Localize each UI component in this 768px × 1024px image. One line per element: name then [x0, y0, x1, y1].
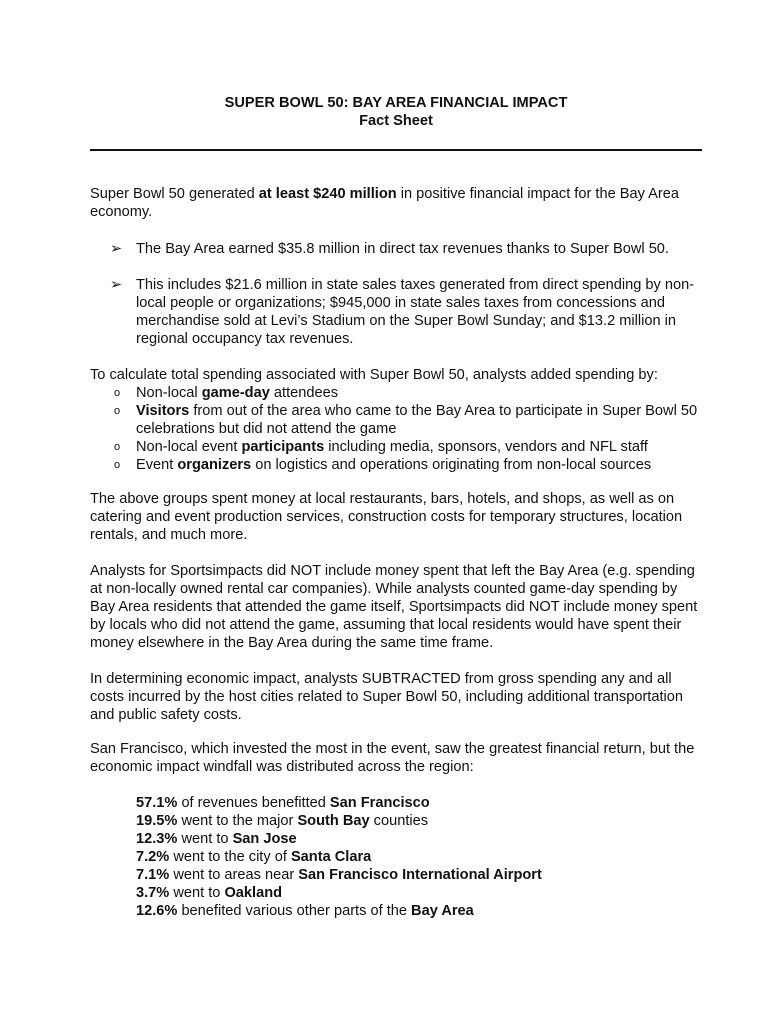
bullet-text: Event — [136, 457, 178, 473]
intro-paragraph — [90, 185, 702, 221]
stat-text: of revenues benefitted — [177, 795, 330, 811]
list-item — [136, 884, 696, 902]
circle-bullet-icon: o — [114, 459, 121, 471]
stat-text-end: counties — [369, 813, 429, 829]
bullet-text-end: on logistics and operations originating from non-local sources — [251, 457, 652, 473]
list-item — [136, 830, 696, 848]
list-item — [136, 812, 696, 830]
stat-place: San Francisco International Airport — [298, 867, 542, 883]
intro-bold: at least $240 million — [258, 186, 397, 202]
list-item — [136, 848, 696, 866]
bullet-bold: Visitors — [136, 403, 190, 419]
stat-place: San Francisco — [329, 795, 430, 811]
list-item — [90, 402, 702, 438]
bullet-bold: game-day — [201, 385, 270, 401]
stat-percent: 57.1% — [136, 795, 178, 811]
not-included-paragraph: Analysts for Sportsimpacts did NOT include money spent that left the Bay Area (e.g. spending at non-locally owned rental car companies). While analysts counted game-day spending by Bay Area residents that attended the game itself, Sportsimpacts did NOT include money spent by locals who did not attend the game, assuming that local residents would have spent their money elsewhere in the Bay Area during the same time frame. — [90, 563, 698, 651]
bullet-text-end: including media, sponsors, vendors and NFL staff — [324, 439, 648, 455]
bullet-bold: organizers — [177, 457, 252, 473]
bullet-text: Non-local — [136, 385, 202, 401]
list-item — [136, 866, 696, 884]
bullet-text-end: from out of the area who came to the Bay Area to participate in Super Bowl 50 celebrations but did not attend the game — [136, 403, 698, 437]
page-title: SUPER BOWL 50: BAY AREA FINANCIAL IMPACT — [224, 95, 568, 111]
bullet-bold: participants — [241, 439, 325, 455]
distribution-list — [136, 794, 696, 920]
stat-percent: 12.3% — [136, 831, 178, 847]
stat-place: Santa Clara — [290, 849, 372, 865]
intro-text-end: in positive financial impact for the Bay Area economy. — [90, 186, 679, 220]
groups-spent-paragraph: The above groups spent money at local restaurants, bars, hotels, and shops, as well as on catering and event production services, construction costs for temporary structures, location rentals, and much more. — [90, 491, 683, 543]
stat-place: Oakland — [224, 885, 283, 901]
stat-percent: 19.5% — [136, 813, 178, 829]
stat-text: benefited various other parts of the — [177, 903, 412, 919]
circle-bullet-icon: o — [114, 405, 121, 417]
stat-text: went to the city of — [169, 849, 291, 865]
circle-bullet-icon: o — [114, 387, 121, 399]
header — [90, 94, 702, 130]
intro-text: Super Bowl 50 generated — [90, 186, 259, 202]
list-item — [136, 794, 696, 812]
stat-text: went to areas near — [169, 867, 299, 883]
stat-percent: 12.6% — [136, 903, 178, 919]
list-item — [90, 456, 702, 474]
stat-text: went to — [177, 831, 233, 847]
stat-place: South Bay — [297, 813, 370, 829]
subtracted-paragraph: In determining economic impact, analysts SUBTRACTED from gross spending any and all costs incurred by the host cities related to Super Bowl 50, including additional transportation and public safety costs. — [90, 671, 684, 723]
spending-intro: To calculate total spending associated with Super Bowl 50, analysts added spending by: — [90, 367, 658, 383]
list-item — [136, 902, 696, 920]
divider — [90, 149, 702, 151]
arrow-item-text: This includes $21.6 million in state sales taxes generated from direct spending by non-local people or organizations; $945,000 in state sales taxes from concessions and merchandise sold at Levi’s Stadium on the Super Bowl Sunday; and $13.2 million in regional occupancy tax revenues. — [136, 277, 695, 347]
list-item — [90, 384, 702, 402]
page-subtitle: Fact Sheet — [359, 113, 433, 129]
stat-place: San Jose — [232, 831, 297, 847]
arrow-item-text: The Bay Area earned $35.8 million in direct tax revenues thanks to Super Bowl 50. — [136, 241, 669, 257]
stat-text: went to — [169, 885, 225, 901]
arrow-bullet-icon: ➢ — [110, 241, 123, 257]
stat-percent: 7.1% — [136, 867, 170, 883]
arrow-bullet-icon: ➢ — [110, 277, 123, 293]
circle-bullet-icon: o — [114, 441, 121, 453]
stat-percent: 3.7% — [136, 885, 170, 901]
stat-text: went to the major — [177, 813, 298, 829]
stat-place: Bay Area — [411, 903, 474, 919]
spending-list — [90, 384, 702, 474]
bullet-text: Non-local event — [136, 439, 242, 455]
list-item — [90, 438, 702, 456]
stat-percent: 7.2% — [136, 849, 170, 865]
distribution-paragraph: San Francisco, which invested the most in the event, saw the greatest financial return, but the economic impact windfall was distributed across the region: — [90, 741, 695, 775]
bullet-text-end: attendees — [269, 385, 339, 401]
